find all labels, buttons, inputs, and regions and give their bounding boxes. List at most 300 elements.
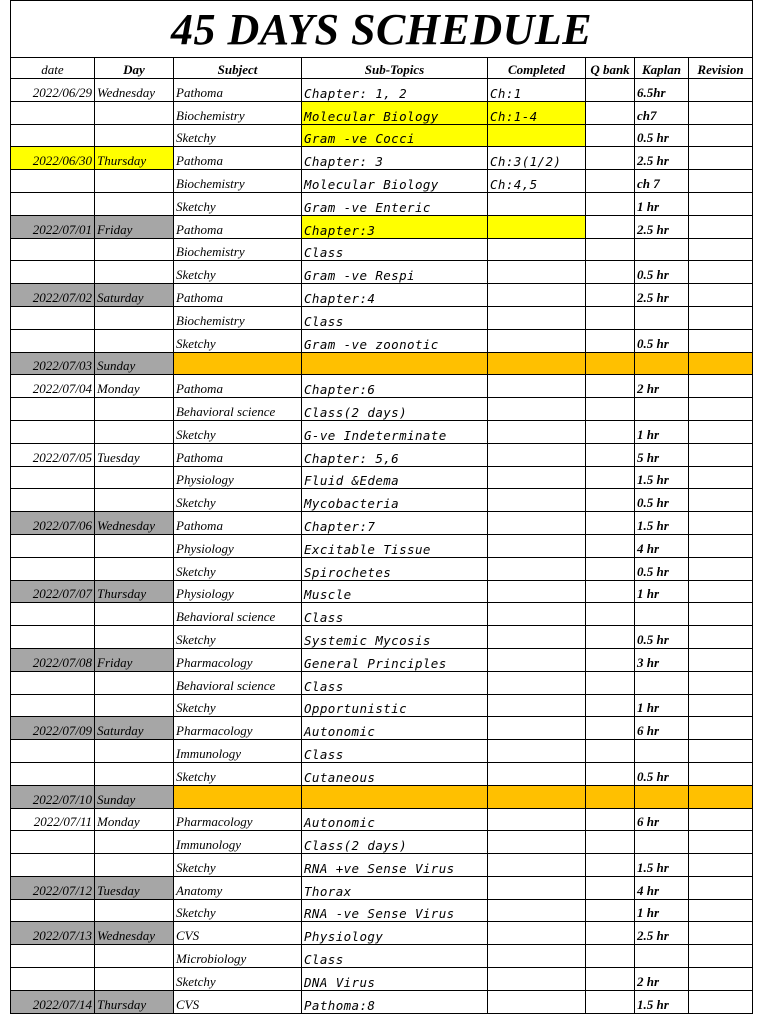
subject-cell: Pharmacology	[174, 717, 302, 740]
table-row	[11, 945, 753, 968]
completed-cell	[488, 124, 586, 147]
day-cell: Sunday	[95, 352, 174, 375]
subject-cell: Sketchy	[174, 489, 302, 512]
subject-cell: Sketchy	[174, 124, 302, 147]
qbank-cell	[586, 580, 635, 603]
table-row	[11, 124, 753, 147]
day-cell: Wednesday	[95, 512, 174, 535]
qbank-cell	[586, 215, 635, 238]
subtopic-cell: Class	[302, 306, 488, 329]
qbank-cell	[586, 466, 635, 489]
revision-cell	[689, 831, 753, 854]
table-row	[11, 420, 753, 443]
kaplan-cell: 0.5 hr	[635, 762, 689, 785]
completed-cell	[488, 968, 586, 991]
completed-cell	[488, 990, 586, 1013]
day-cell	[95, 854, 174, 877]
subtopic-cell: Excitable Tissue	[302, 534, 488, 557]
table-row	[11, 147, 753, 170]
revision-cell	[689, 648, 753, 671]
header-qbank: Q bank	[586, 58, 635, 79]
table-row	[11, 626, 753, 649]
date-cell	[11, 192, 95, 215]
subject-cell: Physiology	[174, 466, 302, 489]
qbank-cell	[586, 990, 635, 1013]
revision-cell	[689, 398, 753, 421]
revision-cell	[689, 580, 753, 603]
day-cell	[95, 489, 174, 512]
day-cell	[95, 261, 174, 284]
completed-cell	[488, 398, 586, 421]
kaplan-cell: 2.5 hr	[635, 922, 689, 945]
revision-cell	[689, 192, 753, 215]
date-cell	[11, 238, 95, 261]
table-row	[11, 694, 753, 717]
revision-cell	[689, 557, 753, 580]
subject-cell: Anatomy	[174, 876, 302, 899]
table-row	[11, 603, 753, 626]
header-subtopics: Sub-Topics	[302, 58, 488, 79]
subtopic-cell: Chapter: 1, 2	[302, 79, 488, 102]
qbank-cell	[586, 375, 635, 398]
revision-cell	[689, 671, 753, 694]
revision-cell	[689, 740, 753, 763]
day-cell: Saturday	[95, 717, 174, 740]
subject-cell: Pathoma	[174, 512, 302, 535]
date-cell	[11, 101, 95, 124]
date-cell: 2022/07/03	[11, 352, 95, 375]
kaplan-cell: 1.5 hr	[635, 990, 689, 1013]
revision-cell	[689, 306, 753, 329]
completed-cell	[488, 420, 586, 443]
date-cell	[11, 740, 95, 763]
day-cell	[95, 945, 174, 968]
day-cell: Thursday	[95, 990, 174, 1013]
revision-cell	[689, 603, 753, 626]
qbank-cell	[586, 557, 635, 580]
subtopic-cell: Chapter:6	[302, 375, 488, 398]
completed-cell	[488, 512, 586, 535]
day-cell	[95, 192, 174, 215]
kaplan-cell	[635, 831, 689, 854]
date-cell	[11, 831, 95, 854]
subject-cell: Behavioral science	[174, 603, 302, 626]
date-cell	[11, 626, 95, 649]
table-row	[11, 854, 753, 877]
table-row	[11, 79, 753, 102]
qbank-cell	[586, 352, 635, 375]
schedule-table	[10, 0, 753, 1014]
subtopic-cell: Molecular Biology	[302, 170, 488, 193]
kaplan-cell: ch 7	[635, 170, 689, 193]
subject-cell: Sketchy	[174, 694, 302, 717]
qbank-cell	[586, 671, 635, 694]
revision-cell	[689, 512, 753, 535]
subtopic-cell: RNA -ve Sense Virus	[302, 899, 488, 922]
subtopic-cell: Autonomic	[302, 808, 488, 831]
kaplan-cell: 2.5 hr	[635, 215, 689, 238]
completed-cell	[488, 899, 586, 922]
revision-cell	[689, 785, 753, 808]
subject-cell: Biochemistry	[174, 101, 302, 124]
kaplan-cell	[635, 238, 689, 261]
subtopic-cell: Chapter: 3	[302, 147, 488, 170]
day-cell: Thursday	[95, 580, 174, 603]
day-cell	[95, 124, 174, 147]
subtopic-cell: Class	[302, 238, 488, 261]
revision-cell	[689, 443, 753, 466]
subtopic-cell: Muscle	[302, 580, 488, 603]
day-cell: Monday	[95, 375, 174, 398]
header-day: Day	[95, 58, 174, 79]
completed-cell	[488, 352, 586, 375]
revision-cell	[689, 261, 753, 284]
kaplan-cell	[635, 785, 689, 808]
table-row	[11, 580, 753, 603]
subtopic-cell: Chapter: 5,6	[302, 443, 488, 466]
day-cell	[95, 899, 174, 922]
completed-cell	[488, 648, 586, 671]
day-cell: Saturday	[95, 284, 174, 307]
qbank-cell	[586, 626, 635, 649]
subtopic-cell: Pathoma:8	[302, 990, 488, 1013]
qbank-cell	[586, 306, 635, 329]
kaplan-cell	[635, 306, 689, 329]
qbank-cell	[586, 512, 635, 535]
subtopic-cell: Gram -ve Cocci	[302, 124, 488, 147]
table-row	[11, 489, 753, 512]
subtopic-cell: Gram -ve Respi	[302, 261, 488, 284]
day-cell	[95, 238, 174, 261]
date-cell	[11, 420, 95, 443]
subject-cell: Sketchy	[174, 420, 302, 443]
kaplan-cell	[635, 945, 689, 968]
table-row	[11, 261, 753, 284]
subject-cell: Microbiology	[174, 945, 302, 968]
kaplan-cell: 2.5 hr	[635, 147, 689, 170]
completed-cell	[488, 945, 586, 968]
day-cell: Friday	[95, 215, 174, 238]
qbank-cell	[586, 603, 635, 626]
completed-cell	[488, 489, 586, 512]
completed-cell	[488, 831, 586, 854]
kaplan-cell: 3 hr	[635, 648, 689, 671]
completed-cell	[488, 694, 586, 717]
revision-cell	[689, 215, 753, 238]
day-cell	[95, 420, 174, 443]
table-row	[11, 192, 753, 215]
qbank-cell	[586, 831, 635, 854]
kaplan-cell	[635, 352, 689, 375]
subtopic-cell: Gram -ve zoonotic	[302, 329, 488, 352]
kaplan-cell: 4 hr	[635, 534, 689, 557]
table-row	[11, 352, 753, 375]
qbank-cell	[586, 101, 635, 124]
day-cell	[95, 557, 174, 580]
table-row	[11, 648, 753, 671]
kaplan-cell: 2 hr	[635, 968, 689, 991]
completed-cell	[488, 466, 586, 489]
subject-cell: Behavioral science	[174, 671, 302, 694]
day-cell	[95, 534, 174, 557]
revision-cell	[689, 375, 753, 398]
table-row	[11, 899, 753, 922]
subtopic-cell: Fluid &Edema	[302, 466, 488, 489]
completed-cell: Ch:4,5	[488, 170, 586, 193]
subtopic-cell: Autonomic	[302, 717, 488, 740]
revision-cell	[689, 534, 753, 557]
revision-cell	[689, 284, 753, 307]
kaplan-cell: 1 hr	[635, 192, 689, 215]
qbank-cell	[586, 968, 635, 991]
qbank-cell	[586, 147, 635, 170]
completed-cell	[488, 329, 586, 352]
kaplan-cell: 0.5 hr	[635, 261, 689, 284]
revision-cell	[689, 170, 753, 193]
revision-cell	[689, 466, 753, 489]
kaplan-cell: ch7	[635, 101, 689, 124]
subject-cell: Sketchy	[174, 557, 302, 580]
completed-cell: Ch:1	[488, 79, 586, 102]
subject-cell: Sketchy	[174, 899, 302, 922]
table-row	[11, 466, 753, 489]
date-cell	[11, 945, 95, 968]
date-cell: 2022/07/08	[11, 648, 95, 671]
completed-cell	[488, 603, 586, 626]
date-cell	[11, 489, 95, 512]
revision-cell	[689, 899, 753, 922]
subject-cell: CVS	[174, 922, 302, 945]
kaplan-cell: 0.5 hr	[635, 489, 689, 512]
qbank-cell	[586, 124, 635, 147]
subtopic-cell: General Principles	[302, 648, 488, 671]
completed-cell	[488, 762, 586, 785]
revision-cell	[689, 101, 753, 124]
subject-cell: Pathoma	[174, 375, 302, 398]
date-cell: 2022/07/07	[11, 580, 95, 603]
revision-cell	[689, 762, 753, 785]
table-row	[11, 329, 753, 352]
completed-cell	[488, 215, 586, 238]
revision-cell	[689, 876, 753, 899]
subject-cell: Immunology	[174, 831, 302, 854]
date-cell: 2022/07/11	[11, 808, 95, 831]
day-cell: Thursday	[95, 147, 174, 170]
kaplan-cell: 0.5 hr	[635, 626, 689, 649]
kaplan-cell: 6.5hr	[635, 79, 689, 102]
date-cell	[11, 124, 95, 147]
day-cell: Tuesday	[95, 876, 174, 899]
date-cell	[11, 306, 95, 329]
qbank-cell	[586, 899, 635, 922]
table-row	[11, 215, 753, 238]
kaplan-cell: 6 hr	[635, 717, 689, 740]
completed-cell: Ch:1-4	[488, 101, 586, 124]
date-cell: 2022/07/06	[11, 512, 95, 535]
subtopic-cell: Mycobacteria	[302, 489, 488, 512]
header-date: date	[11, 58, 95, 79]
completed-cell: Ch:3(1/2)	[488, 147, 586, 170]
subtopic-cell: Molecular Biology	[302, 101, 488, 124]
subject-cell: Pathoma	[174, 215, 302, 238]
revision-cell	[689, 147, 753, 170]
subtopic-cell: Chapter:4	[302, 284, 488, 307]
subject-cell: Sketchy	[174, 329, 302, 352]
day-cell: Monday	[95, 808, 174, 831]
subject-cell: CVS	[174, 990, 302, 1013]
revision-cell	[689, 79, 753, 102]
date-cell	[11, 329, 95, 352]
kaplan-cell	[635, 603, 689, 626]
qbank-cell	[586, 329, 635, 352]
table-row	[11, 306, 753, 329]
qbank-cell	[586, 876, 635, 899]
table-row	[11, 831, 753, 854]
table-row	[11, 922, 753, 945]
day-cell	[95, 466, 174, 489]
kaplan-cell: 0.5 hr	[635, 124, 689, 147]
kaplan-cell: 2 hr	[635, 375, 689, 398]
qbank-cell	[586, 762, 635, 785]
day-cell	[95, 603, 174, 626]
subtopic-cell: Physiology	[302, 922, 488, 945]
day-cell	[95, 831, 174, 854]
table-row	[11, 101, 753, 124]
subject-cell: Physiology	[174, 580, 302, 603]
subject-cell: Sketchy	[174, 626, 302, 649]
kaplan-cell	[635, 671, 689, 694]
day-cell: Wednesday	[95, 922, 174, 945]
qbank-cell	[586, 694, 635, 717]
subject-cell: Sketchy	[174, 854, 302, 877]
date-cell	[11, 261, 95, 284]
table-row	[11, 512, 753, 535]
completed-cell	[488, 443, 586, 466]
date-cell: 2022/07/04	[11, 375, 95, 398]
date-cell	[11, 671, 95, 694]
revision-cell	[689, 717, 753, 740]
title-row	[11, 1, 753, 58]
day-cell	[95, 740, 174, 763]
revision-cell	[689, 990, 753, 1013]
table-row	[11, 170, 753, 193]
completed-cell	[488, 626, 586, 649]
subject-cell: Pathoma	[174, 147, 302, 170]
day-cell: Friday	[95, 648, 174, 671]
revision-cell	[689, 352, 753, 375]
date-cell: 2022/07/13	[11, 922, 95, 945]
date-cell: 2022/07/01	[11, 215, 95, 238]
table-row	[11, 534, 753, 557]
header-row	[11, 58, 753, 79]
day-cell	[95, 762, 174, 785]
completed-cell	[488, 557, 586, 580]
qbank-cell	[586, 717, 635, 740]
kaplan-cell: 0.5 hr	[635, 329, 689, 352]
subtopic-cell: Class	[302, 945, 488, 968]
subtopic-cell: Chapter:3	[302, 215, 488, 238]
table-row	[11, 717, 753, 740]
date-cell	[11, 603, 95, 626]
date-cell	[11, 557, 95, 580]
subject-cell: Pathoma	[174, 443, 302, 466]
kaplan-cell: 0.5 hr	[635, 557, 689, 580]
qbank-cell	[586, 79, 635, 102]
revision-cell	[689, 329, 753, 352]
day-cell	[95, 626, 174, 649]
kaplan-cell: 5 hr	[635, 443, 689, 466]
completed-cell	[488, 261, 586, 284]
kaplan-cell: 1.5 hr	[635, 854, 689, 877]
subtopic-cell: DNA Virus	[302, 968, 488, 991]
subject-cell: Sketchy	[174, 968, 302, 991]
subject-cell: Pharmacology	[174, 808, 302, 831]
schedule-body	[11, 79, 753, 1014]
qbank-cell	[586, 945, 635, 968]
day-cell	[95, 329, 174, 352]
revision-cell	[689, 808, 753, 831]
table-row	[11, 284, 753, 307]
header-completed: Completed	[488, 58, 586, 79]
revision-cell	[689, 854, 753, 877]
qbank-cell	[586, 534, 635, 557]
kaplan-cell: 2.5 hr	[635, 284, 689, 307]
header-subject: Subject	[174, 58, 302, 79]
qbank-cell	[586, 261, 635, 284]
subtopic-cell: Thorax	[302, 876, 488, 899]
completed-cell	[488, 375, 586, 398]
completed-cell	[488, 192, 586, 215]
kaplan-cell: 1 hr	[635, 420, 689, 443]
day-cell	[95, 398, 174, 421]
date-cell	[11, 466, 95, 489]
table-row	[11, 762, 753, 785]
kaplan-cell: 1.5 hr	[635, 512, 689, 535]
qbank-cell	[586, 808, 635, 831]
completed-cell	[488, 876, 586, 899]
table-row	[11, 876, 753, 899]
subtopic-cell: G-ve Indeterminate	[302, 420, 488, 443]
subject-cell: Sketchy	[174, 762, 302, 785]
day-cell	[95, 306, 174, 329]
subtopic-cell: Chapter:7	[302, 512, 488, 535]
subject-cell: Sketchy	[174, 192, 302, 215]
table-row	[11, 443, 753, 466]
table-row	[11, 740, 753, 763]
qbank-cell	[586, 648, 635, 671]
subtopic-cell: Class	[302, 603, 488, 626]
completed-cell	[488, 740, 586, 763]
kaplan-cell: 1 hr	[635, 899, 689, 922]
date-cell: 2022/07/12	[11, 876, 95, 899]
completed-cell	[488, 922, 586, 945]
completed-cell	[488, 534, 586, 557]
qbank-cell	[586, 420, 635, 443]
date-cell: 2022/07/02	[11, 284, 95, 307]
subtopic-cell: RNA +ve Sense Virus	[302, 854, 488, 877]
subject-cell	[174, 352, 302, 375]
completed-cell	[488, 580, 586, 603]
qbank-cell	[586, 398, 635, 421]
subtopic-cell: Cutaneous	[302, 762, 488, 785]
table-row	[11, 375, 753, 398]
subject-cell: Immunology	[174, 740, 302, 763]
subject-cell: Pathoma	[174, 79, 302, 102]
completed-cell	[488, 854, 586, 877]
date-cell	[11, 170, 95, 193]
revision-cell	[689, 124, 753, 147]
qbank-cell	[586, 238, 635, 261]
